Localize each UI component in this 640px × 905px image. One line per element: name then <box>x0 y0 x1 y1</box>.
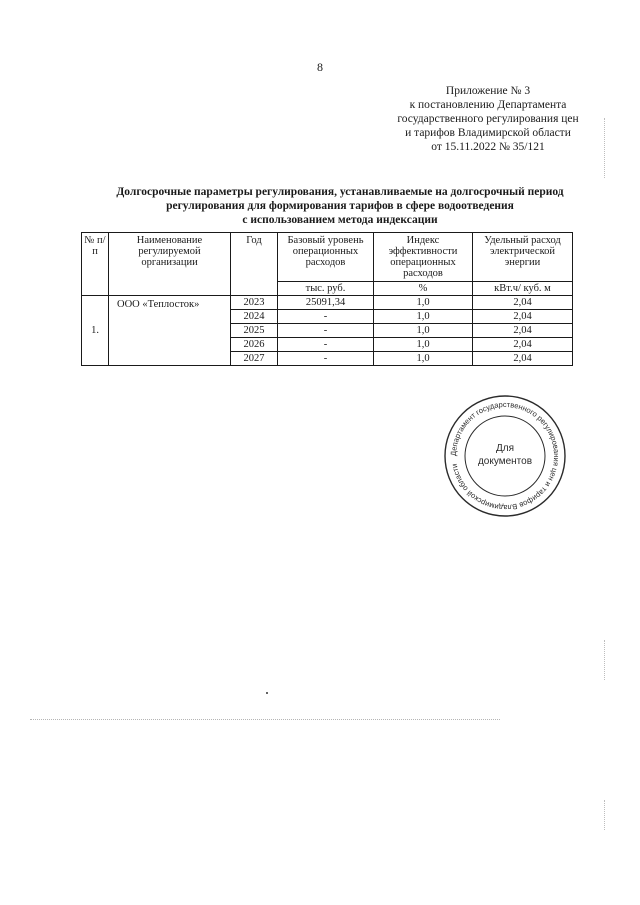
cell-efficiency-index: 1,0 <box>374 296 473 310</box>
cell-base-level: - <box>278 324 374 338</box>
unit-energy-consumption: кВт.ч/ куб. м <box>473 282 573 296</box>
row-number: 1. <box>82 296 109 366</box>
cell-energy-consumption: 2,04 <box>473 352 573 366</box>
unit-efficiency-index: % <box>374 282 473 296</box>
unit-base-level: тыс. руб. <box>278 282 374 296</box>
cell-energy-consumption: 2,04 <box>473 310 573 324</box>
appendix-line: к постановлению Департамента <box>409 99 567 111</box>
appendix-line: государственного регулирования цен <box>397 113 579 125</box>
scan-artifact-edge <box>604 640 606 680</box>
cell-energy-consumption: 2,04 <box>473 324 573 338</box>
title-line: с использованием метода индексации <box>242 214 438 226</box>
scan-artifact-edge <box>604 118 606 178</box>
title-line: Долгосрочные параметры регулирования, устанавливаемые на долгосрочный период <box>116 186 564 198</box>
cell-efficiency-index: 1,0 <box>374 324 473 338</box>
appendix-line: Приложение № 3 <box>445 85 531 97</box>
appendix-line: и тарифов Владимирской области <box>405 127 571 139</box>
header-base-level: Базовый уровень операционных расходов <box>278 233 374 282</box>
cell-base-level: - <box>278 352 374 366</box>
cell-year: 2024 <box>231 310 278 324</box>
cell-efficiency-index: 1,0 <box>374 338 473 352</box>
cell-efficiency-index: 1,0 <box>374 310 473 324</box>
cell-year: 2027 <box>231 352 278 366</box>
cell-year: 2025 <box>231 324 278 338</box>
appendix-line: от 15.11.2022 № 35/121 <box>431 141 545 153</box>
header-organization: Наименование регулируемой организации <box>109 233 231 296</box>
cell-energy-consumption: 2,04 <box>473 338 573 352</box>
cell-energy-consumption: 2,04 <box>473 296 573 310</box>
cell-base-level: - <box>278 310 374 324</box>
seal-center-line1: Для <box>495 443 515 454</box>
seal-ring-text: Департамент государственного регулирования цен и тарифов Владимирской области <box>448 399 562 513</box>
title-line: регулирования для формирования тарифов в сфере водоотведения <box>166 200 514 212</box>
header-efficiency-index: Индекс эффективности операционных расходов <box>374 233 473 282</box>
table-header-row <box>82 233 573 282</box>
cell-efficiency-index: 1,0 <box>374 352 473 366</box>
header-num: № п/п <box>82 233 109 296</box>
cell-year: 2023 <box>231 296 278 310</box>
cell-base-level: 25091,34 <box>278 296 374 310</box>
scan-artifact-edge <box>604 800 606 830</box>
ink-mark <box>266 692 268 694</box>
organization-name: ООО «Теплосток» <box>109 296 231 366</box>
page-number: 8 <box>317 60 323 74</box>
header-year: Год <box>231 233 278 296</box>
cell-base-level: - <box>278 338 374 352</box>
document-title <box>60 185 620 227</box>
header-energy-consumption: Удельный расход электрической энергии <box>473 233 573 282</box>
official-seal-stamp <box>442 393 568 519</box>
cell-year: 2026 <box>231 338 278 352</box>
appendix-block <box>370 84 606 154</box>
table-row <box>82 296 573 310</box>
regulation-parameters-table <box>81 232 573 366</box>
seal-center-line2: документов <box>477 456 533 467</box>
scan-artifact-line <box>30 719 500 720</box>
